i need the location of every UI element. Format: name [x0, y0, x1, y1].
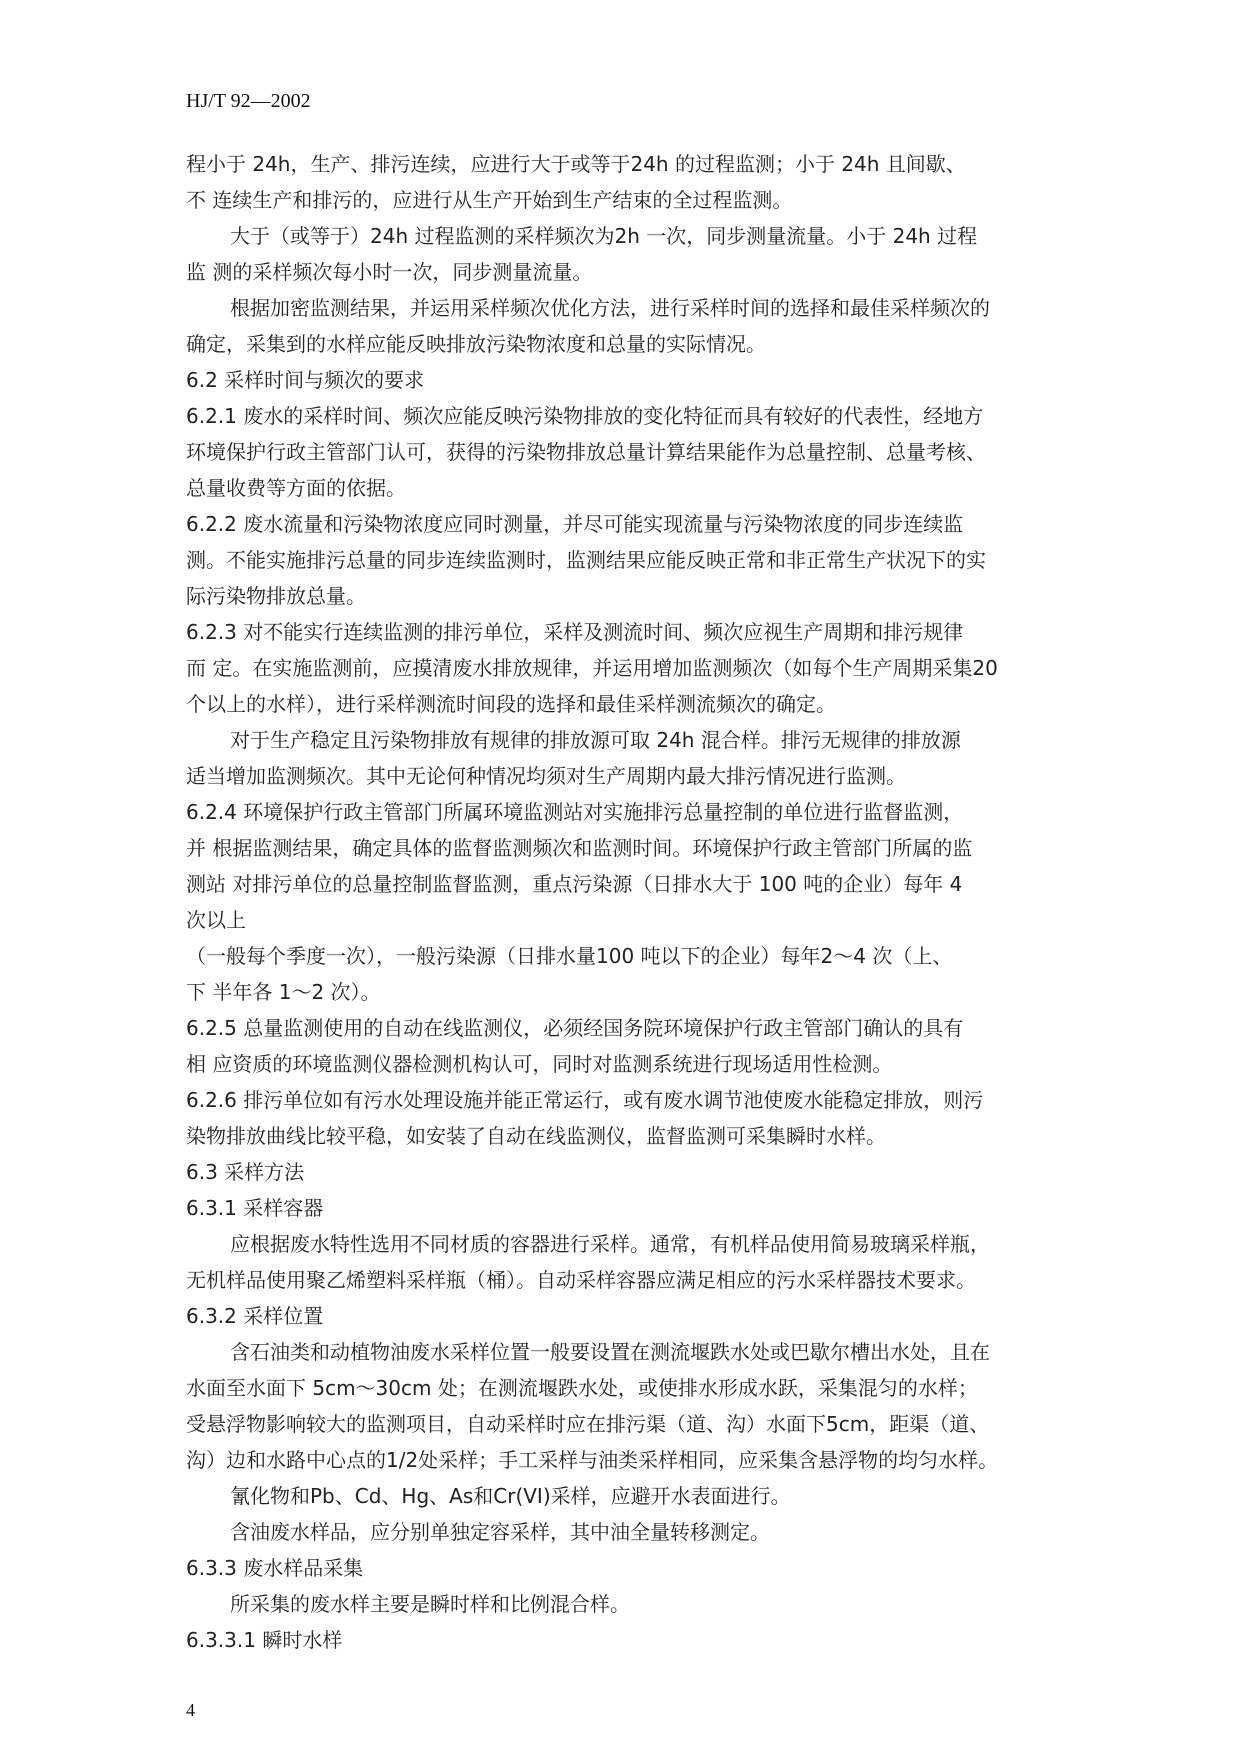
text-line: 6.2.3 对不能实行连续监测的排污单位，采样及测流时间、频次应视生产周期和排污规律 — [186, 620, 964, 644]
text-line: 6.3.2 采样位置 — [186, 1304, 324, 1328]
text-line: 相 应资质的环境监测仪器检测机构认可，同时对监测系统进行现场适用性检测。 — [186, 1052, 893, 1076]
text-line: 含油废水样品，应分别单独定容采样，其中油全量转移测定。 — [230, 1520, 770, 1544]
page-number: 4 — [186, 1700, 195, 1720]
text-line: 受悬浮物影响较大的监测项目，自动采样时应在排污渠（道、沟）水面下5cm，距渠（道、 — [186, 1412, 990, 1436]
text-line: 而 定。在实施监测前，应摸清废水排放规律，并运用增加监测频次（如每个生产周期采集20 — [186, 656, 998, 680]
document-body — [186, 146, 1116, 1658]
text-line: 6.3 采样方法 — [186, 1160, 305, 1184]
document-code-header: HJ/T 92—2002 — [186, 90, 311, 112]
text-line: 6.3.3 废水样品采集 — [186, 1556, 364, 1580]
text-line: 监 测的采样频次每小时一次，同步测量流量。 — [186, 260, 593, 284]
text-line: 应根据废水特性选用不同材质的容器进行采样。通常，有机样品使用简易玻璃采样瓶， — [230, 1232, 990, 1256]
text-line: 6.2.2 废水流量和污染物浓度应同时测量，并尽可能实现流量与污染物浓度的同步连续监 — [186, 512, 964, 536]
text-line: 不 连续生产和排污的，应进行从生产开始到生产结束的全过程监测。 — [186, 188, 793, 212]
text-line: 次以上 — [186, 908, 246, 932]
text-line: 无机样品使用聚乙烯塑料采样瓶（桶）。自动采样容器应满足相应的污水采样器技术要求。 — [186, 1268, 976, 1292]
text-line: 氰化物和Pb、Cd、Hg、As和Cr(VI)采样，应避开水表面进行。 — [230, 1484, 791, 1508]
text-line: 6.2.1 废水的采样时间、频次应能反映污染物排放的变化特征而具有较好的代表性，经地方 — [186, 404, 984, 428]
text-line: 染物排放曲线比较平稳，如安装了自动在线监测仪，监督监测可采集瞬时水样。 — [186, 1124, 886, 1148]
text-line: 含石油类和动植物油废水采样位置一般要设置在测流堰跌水处或巴歇尔槽出水处，且在 — [230, 1340, 990, 1364]
text-line: 环境保护行政主管部门认可，获得的污染物排放总量计算结果能作为总量控制、总量考核、 — [186, 440, 986, 464]
text-line: 下 半年各 1～2 次）。 — [186, 980, 381, 1004]
text-line: 际污染物排放总量。 — [186, 584, 366, 608]
text-line: 程小于 24h，生产、排污连续，应进行大于或等于24h 的过程监测；小于 24h 且间歇、 — [186, 152, 966, 176]
text-line: 6.3.3.1 瞬时水样 — [186, 1628, 343, 1652]
text-line: 6.2.6 排污单位如有污水处理设施并能正常运行，或有废水调节池使废水能稳定排放，则污 — [186, 1088, 984, 1112]
text-line: 6.2.5 总量监测使用的自动在线监测仪，必须经国务院环境保护行政主管部门确认的具有 — [186, 1016, 964, 1040]
text-line: 所采集的废水样主要是瞬时样和比例混合样。 — [230, 1592, 630, 1616]
text-line: 6.3.1 采样容器 — [186, 1196, 324, 1220]
text-line: 水面至水面下 5cm～30cm 处；在测流堰跌水处，或使排水形成水跃，采集混匀的水样； — [186, 1376, 978, 1400]
text-line: 对于生产稳定且污染物排放有规律的排放源可取 24h 混合样。排污无规律的排放源 — [230, 728, 961, 752]
text-line: 沟）边和水路中心点的1/2处采样；手工采样与油类采样相同，应采集含悬浮物的均匀水样。 — [186, 1448, 999, 1472]
text-line: 适当增加监测频次。其中无论何种情况均须对生产周期内最大排污情况进行监测。 — [186, 764, 906, 788]
text-line: 测。不能实施排污总量的同步连续监测时，监测结果应能反映正常和非正常生产状况下的实 — [186, 548, 986, 572]
text-line: 并 根据监测结果，确定具体的监督监测频次和监测时间。环境保护行政主管部门所属的监 — [186, 836, 973, 860]
text-line: 根据加密监测结果，并运用采样频次优化方法，进行采样时间的选择和最佳采样频次的 — [230, 296, 990, 320]
text-line: 确定，采集到的水样应能反映排放污染物浓度和总量的实际情况。 — [186, 332, 766, 356]
text-line: 测站 对排污单位的总量控制监督监测，重点污染源（日排水大于 100 吨的企业）每年 4 — [186, 872, 963, 896]
text-line: 6.2 采样时间与频次的要求 — [186, 368, 425, 392]
text-line: 6.2.4 环境保护行政主管部门所属环境监测站对实施排污总量控制的单位进行监督监测， — [186, 800, 964, 824]
text-line: 个以上的水样），进行采样测流时间段的选择和最佳采样测流频次的确定。 — [186, 692, 836, 716]
text-line: 总量收费等方面的依据。 — [186, 476, 406, 500]
text-line: 大于（或等于）24h 过程监测的采样频次为2h 一次，同步测量流量。小于 24h 过程 — [230, 224, 978, 248]
text-line: （一般每个季度一次），一般污染源（日排水量100 吨以下的企业）每年2～4 次（上、 — [186, 944, 953, 968]
